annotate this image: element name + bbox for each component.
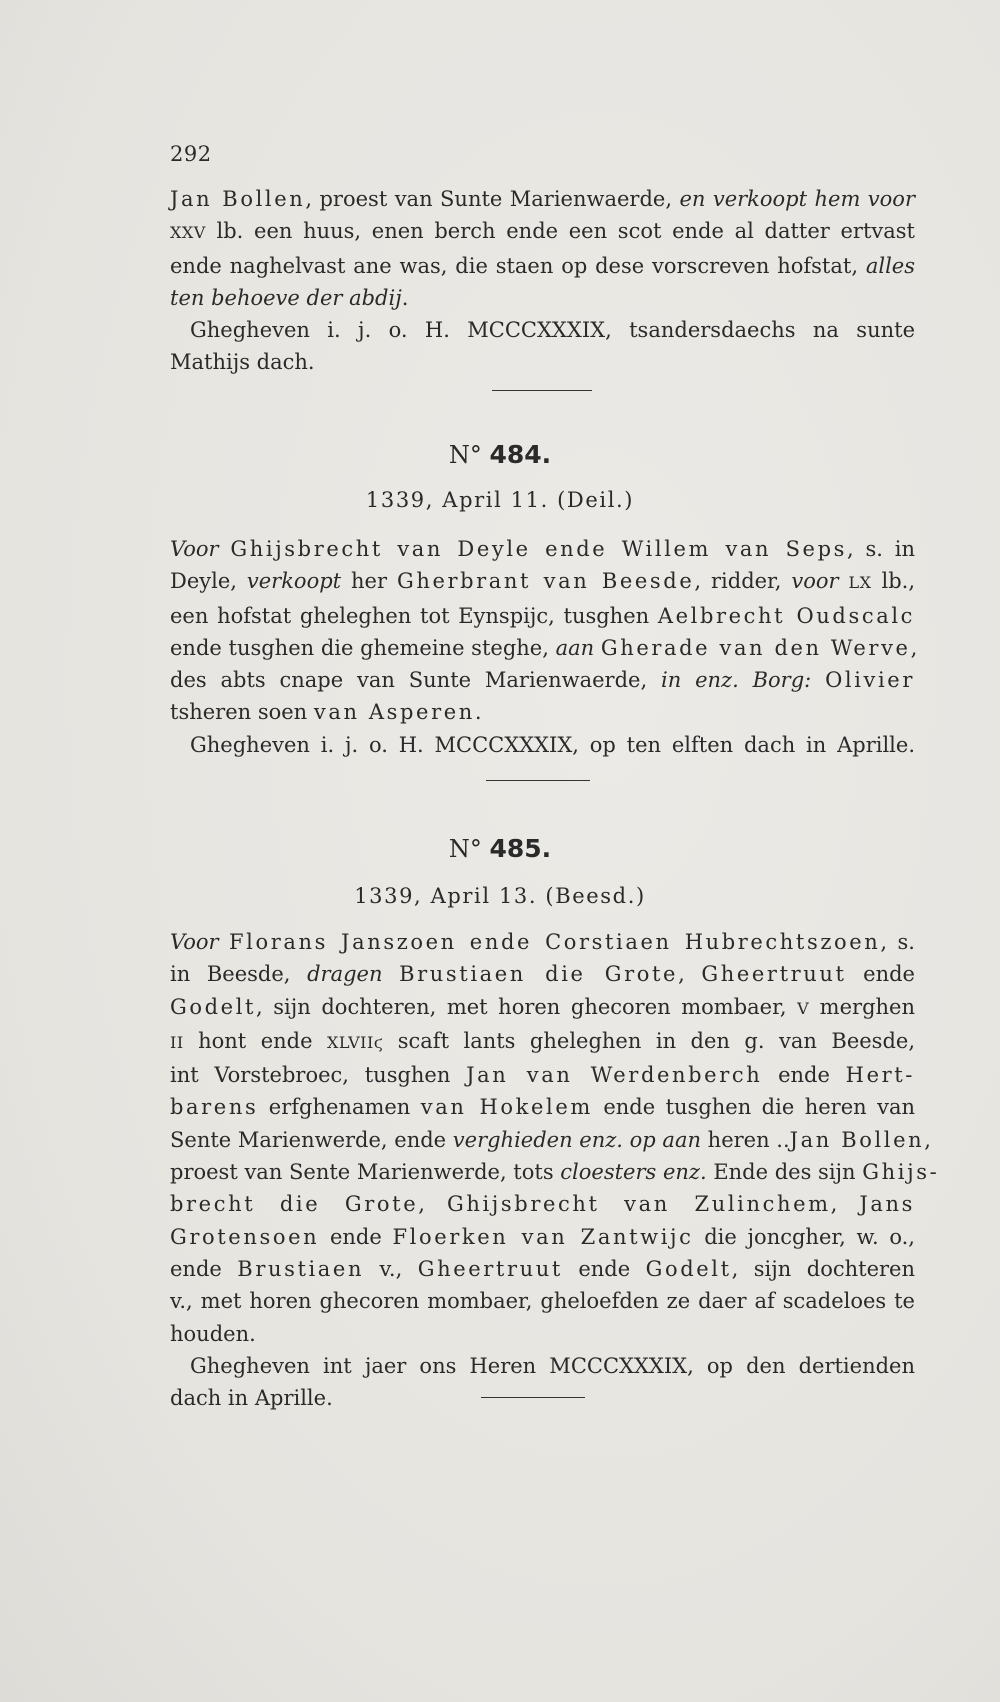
text-line <box>170 1091 915 1123</box>
person-name: Ghijs- <box>862 1160 940 1185</box>
person-name: Jan van Werdenberch <box>466 1063 763 1088</box>
italic-text: Voor <box>170 537 219 561</box>
text-line <box>170 926 915 958</box>
italic-text: cloesters enz. <box>560 1160 707 1185</box>
person-name: Gherbrant van Beesde <box>396 569 695 594</box>
dating-line: dach in Aprille. <box>170 1386 333 1411</box>
text-run: , sijn dochteren, met horen ghecoren mombaer, <box>256 994 798 1019</box>
text-run: Ende des sijn <box>706 1160 863 1185</box>
document-text-484 <box>170 533 918 761</box>
person-name: Grotensoen <box>170 1224 320 1249</box>
person-name: Floerken van Zantwijc <box>392 1224 694 1249</box>
italic-text: dragen <box>307 962 383 987</box>
number-value: 484. <box>489 440 552 469</box>
text-line <box>170 632 918 664</box>
text-run: . <box>401 285 409 310</box>
person-name: Godelt <box>170 994 257 1019</box>
text-run: in Beesde, <box>170 962 308 987</box>
dating-line: Ghegheven i. j. o. H. MCCCXXXIX, tsandersdaechs na sunte <box>190 318 915 343</box>
person-name: Aelbrecht Oudscalc <box>657 603 916 628</box>
person-name: Brustiaen <box>237 1256 365 1281</box>
italic-text: in enz. Borg: <box>660 668 812 693</box>
person-name: van Hokelem <box>420 1095 593 1120</box>
text-line <box>170 215 915 249</box>
text-line <box>170 600 915 632</box>
person-name: Gheertruut <box>701 962 847 987</box>
person-name: Ghijsbrecht van Zulinchem <box>446 1192 831 1217</box>
text-run: tsheren soen <box>170 700 314 725</box>
text-run: ende <box>562 1256 646 1281</box>
dating-line: Mathijs dach. <box>170 350 315 375</box>
person-name: Ghijsbrecht van Deyle ende Willem van Seps <box>230 537 847 561</box>
text-run: lb., <box>871 569 915 594</box>
text-run: proest van Sente Marienwerde, tots <box>170 1160 561 1185</box>
roman-numeral: V <box>797 998 810 1018</box>
person-name: Jan Bollen <box>170 187 306 211</box>
person-name: Hert- <box>845 1063 915 1088</box>
italic-text: alles <box>865 253 915 278</box>
text-run: , <box>830 1192 860 1217</box>
text-run: , s. in <box>847 537 915 561</box>
text-line <box>170 1188 915 1220</box>
text-line <box>170 1025 915 1059</box>
text-run: merghen <box>809 994 915 1019</box>
text-run: Deyle, <box>170 569 247 594</box>
person-name: Godelt <box>645 1256 732 1281</box>
text-line <box>170 183 915 215</box>
text-run: , proest van Sunte Marienwaerde, <box>305 187 680 211</box>
text-run: ende tusghen die ghemeine steghe, <box>170 635 556 660</box>
document-number-485 <box>0 834 1000 863</box>
text-run: scaft lants gheleghen in den g. van Beesde, <box>383 1028 915 1053</box>
text-line <box>170 565 915 599</box>
text-line <box>170 696 915 728</box>
text-run: des abts cnape van Sunte Marienwaerde, <box>170 668 661 693</box>
document-date-484: 1339, April 11. (Deil.) <box>365 488 635 512</box>
text-run: erfghenamen <box>258 1095 421 1120</box>
person-name: Jans <box>859 1192 916 1217</box>
text-run: ende <box>846 962 915 987</box>
text-run: die joncgher, w. o., <box>693 1224 915 1249</box>
text-line <box>170 958 915 990</box>
text-run: ende <box>319 1224 393 1249</box>
text-run: , <box>418 1192 447 1217</box>
roman-numeral: XXV <box>170 223 206 243</box>
document-number-484 <box>0 440 1000 469</box>
number-prefix: N° <box>448 441 482 469</box>
person-name: Olivier <box>825 668 915 693</box>
text-run: lb. een huus, enen berch ende een scot ende al datter ertvast <box>205 219 915 244</box>
person-name: Gherade van den Werve <box>600 635 911 660</box>
person-name: van Asperen <box>313 700 475 725</box>
person-name: brecht die Grote <box>170 1192 419 1217</box>
dating-line: Ghegheven i. j. o. H. MCCCXXXIX, op ten elften dach in Aprille. <box>190 732 915 757</box>
text-line <box>170 250 915 282</box>
document-date-485: 1339, April 13. (Beesd.) <box>354 884 646 908</box>
person-name: Florans Janszoen ende Corstiaen Hubrechtszoen <box>229 930 881 954</box>
page-number: 292 <box>170 142 212 166</box>
roman-numeral: LX <box>848 573 872 593</box>
text-run: hont ende <box>183 1028 327 1053</box>
text-run: , ridder, <box>694 569 792 594</box>
text-run: ende <box>762 1063 846 1088</box>
italic-text: ten behoeve der abdij <box>170 285 402 310</box>
text-line <box>170 991 915 1025</box>
fragment-text <box>170 183 915 379</box>
person-name: Jan Bollen <box>789 1127 925 1152</box>
text-line <box>170 1124 931 1156</box>
text-run: ende naghelvast ane was, die staen op dese vorscreven hofstat, <box>170 253 866 278</box>
number-prefix: N° <box>448 835 482 863</box>
italic-text: en verkoopt hem voor <box>679 187 915 211</box>
italic-text: aan <box>555 635 595 660</box>
text-run: , sijn dochteren <box>731 1256 915 1281</box>
text-line <box>170 282 915 314</box>
text-run: her <box>341 569 397 594</box>
text-line <box>170 1059 915 1091</box>
person-name: Gheertruut <box>417 1256 563 1281</box>
separator-rule <box>481 1397 585 1398</box>
text-run: , <box>924 1127 931 1152</box>
text-line <box>170 1156 940 1188</box>
text-line <box>170 533 915 565</box>
text-run: , s. <box>880 930 915 954</box>
roman-numeral: XLVIIϛ <box>327 1032 384 1052</box>
person-name: Brustiaen die Grote <box>399 962 679 987</box>
text-line: v., met horen ghecoren mombaer, gheloefden ze daer af scadeloes te <box>170 1289 915 1314</box>
italic-text: verkoopt <box>246 569 342 594</box>
text-line <box>170 664 915 696</box>
italic-text: voor <box>791 569 839 594</box>
text-line <box>170 1221 915 1253</box>
text-run: , <box>678 962 702 987</box>
italic-text: verghieden enz. op aan <box>452 1127 701 1152</box>
separator-rule <box>492 390 592 391</box>
text-run: int Vorstebroec, tusghen <box>170 1063 467 1088</box>
person-name: barens <box>170 1095 259 1120</box>
text-run: , <box>910 635 918 660</box>
text-line: houden. <box>170 1321 256 1346</box>
text-run: Sente Marienwerde, ende <box>170 1127 453 1152</box>
text-run: heren .. <box>701 1127 790 1152</box>
dating-line: Ghegheven int jaer ons Heren MCCCXXXIX, op den dertienden <box>190 1353 915 1378</box>
italic-text: Voor <box>170 930 219 954</box>
text-run: een hofstat gheleghen tot Eynspijc, tusghen <box>170 603 658 628</box>
text-run: . <box>474 700 482 725</box>
text-line <box>170 1253 915 1285</box>
document-text-485 <box>170 926 940 1414</box>
number-value: 485. <box>489 834 552 863</box>
text-run: ende tusghen die heren van <box>592 1095 915 1120</box>
separator-rule <box>486 780 590 781</box>
text-run: v., <box>364 1256 418 1281</box>
text-run: ende <box>170 1256 238 1281</box>
roman-numeral: II <box>170 1032 184 1052</box>
